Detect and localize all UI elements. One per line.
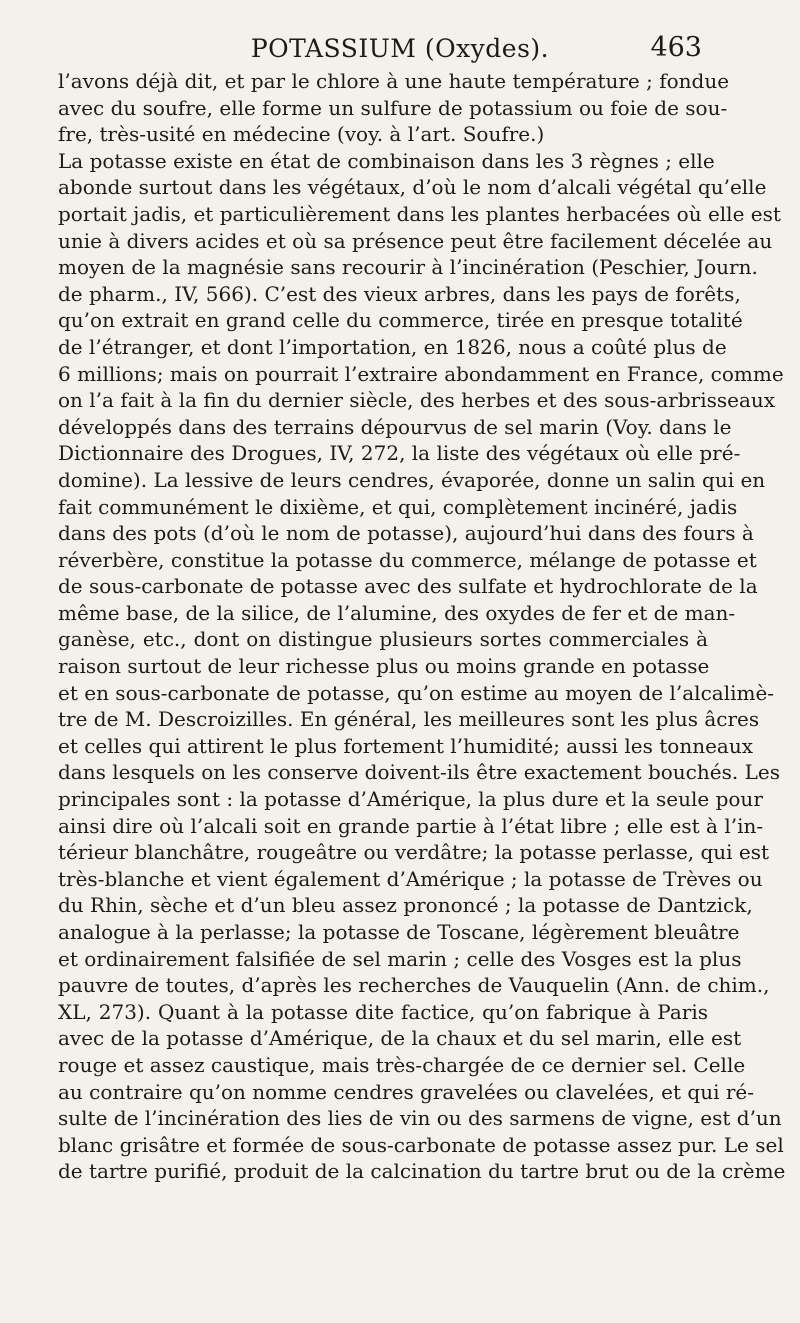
- text-line: ainsi dire où l’alcali soit en grande partie à l’état libre ; elle est à l’in-: [58, 813, 764, 838]
- text-line: qu’on extrait en grand celle du commerce, tirée en presque totalité: [58, 308, 743, 333]
- text-line: Dictionnaire des Drogues, IV, 272, la liste des végétaux où elle pré-: [58, 441, 741, 466]
- text-line: de sous-carbonate de potasse avec des sulfate et hydrochlorate de la: [58, 574, 758, 599]
- text-line: avec de la potasse d’Amérique, de la chaux et du sel marin, elle est: [58, 1026, 742, 1051]
- text-line: blanc grisâtre et formée de sous-carbonate de potasse assez pur. Le sel: [58, 1132, 784, 1157]
- text-line: de pharm., IV, 566). C’est des vieux arbres, dans les pays de forêts,: [58, 281, 741, 306]
- text-line: on l’a fait à la fin du dernier siècle, des herbes et des sous-arbrisseaux: [58, 388, 776, 413]
- text-line: fre, très-usité en médecine (voy. à l’art. Soufre.): [58, 122, 545, 147]
- text-line: l’avons déjà dit, et par le chlore à une haute température ; fondue: [58, 69, 730, 93]
- text-line: et ordinairement falsifiée de sel marin ; celle des Vosges est la plus: [58, 946, 742, 971]
- text-line: 6 millions; mais on pourrait l’extraire abondamment en France, comme: [58, 361, 784, 386]
- text-line: au contraire qu’on nomme cendres gravelées ou clavelées, et qui ré-: [58, 1079, 754, 1104]
- text-line: réverbère, constitue la potasse du commerce, mélange de potasse et: [58, 547, 757, 572]
- text-line: développés dans des terrains dépourvus de sel marin (Voy. dans le: [58, 414, 732, 439]
- text-line: moyen de la magnésie sans recourir à l’incinération (Peschier, Journ.: [58, 255, 758, 280]
- text-line: pauvre de toutes, d’après les recherches de Vauquelin (Ann. de chim.,: [58, 973, 770, 998]
- text-line: domine). La lessive de leurs cendres, évaporée, donne un salin qui en: [58, 467, 766, 492]
- running-header: [0, 30, 800, 70]
- page-number: 463: [650, 32, 702, 63]
- body-text: [58, 68, 786, 1185]
- text-line: même base, de la silice, de l’alumine, des oxydes de fer et de man-: [58, 600, 736, 625]
- text-line: rouge et assez caustique, mais très-chargée de ce dernier sel. Celle: [58, 1052, 746, 1077]
- text-line: unie à divers acides et où sa présence peut être facilement décelée au: [58, 228, 773, 253]
- text-line: XL, 273). Quant à la potasse dite factice, qu’on fabrique à Paris: [58, 999, 708, 1024]
- text-line: La potasse existe en état de combinaison dans les 3 règnes ; elle: [58, 148, 715, 173]
- text-line: térieur blanchâtre, rougeâtre ou verdâtre; la potasse perlasse, qui est: [58, 840, 770, 865]
- text-line: dans des pots (d’où le nom de potasse), aujourd’hui dans des fours à: [58, 521, 754, 546]
- text-line: ganèse, etc., dont on distingue plusieurs sortes commerciales à: [58, 627, 708, 652]
- text-line: portait jadis, et particulièrement dans les plantes herbacées où elle est: [58, 201, 781, 226]
- text-line: de l’étranger, et dont l’importation, en 1826, nous a coûté plus de: [58, 334, 727, 359]
- text-line: principales sont : la potasse d’Amérique, la plus dure et la seule pour: [58, 787, 763, 812]
- text-line: du Rhin, sèche et d’un bleu assez prononcé ; la potasse de Dantzick,: [58, 893, 753, 918]
- text-line: et celles qui attirent le plus fortement l’humidité; aussi les tonneaux: [58, 733, 754, 758]
- text-line: dans lesquels on les conserve doivent-ils être exactement bouchés. Les: [58, 760, 780, 785]
- text-line: raison surtout de leur richesse plus ou moins grande en potasse: [58, 654, 710, 679]
- text-line: et en sous-carbonate de potasse, qu’on estime au moyen de l’alcalimè-: [58, 680, 775, 705]
- text-line: analogue à la perlasse; la potasse de Toscane, légèrement bleuâtre: [58, 920, 740, 944]
- text-line: fait communément le dixième, et qui, complètement incinéré, jadis: [58, 494, 738, 519]
- text-line: abonde surtout dans les végétaux, d’où le nom d’alcali végétal qu’elle: [58, 175, 767, 200]
- text-line: tre de M. Descroizilles. En général, les meilleures sont les plus âcres: [58, 707, 760, 732]
- text-line: sulte de l’incinération des lies de vin ou des sarmens de vigne, est d’un: [58, 1106, 782, 1131]
- text-line: avec du soufre, elle forme un sulfure de potassium ou foie de sou-: [58, 95, 728, 120]
- text-line: très-blanche et vient également d’Amérique ; la potasse de Trèves ou: [58, 866, 763, 891]
- text-line: de tartre purifié, produit de la calcination du tartre brut ou de la crème: [58, 1159, 786, 1184]
- running-title: POTASSIUM (Oxydes).: [250, 34, 550, 63]
